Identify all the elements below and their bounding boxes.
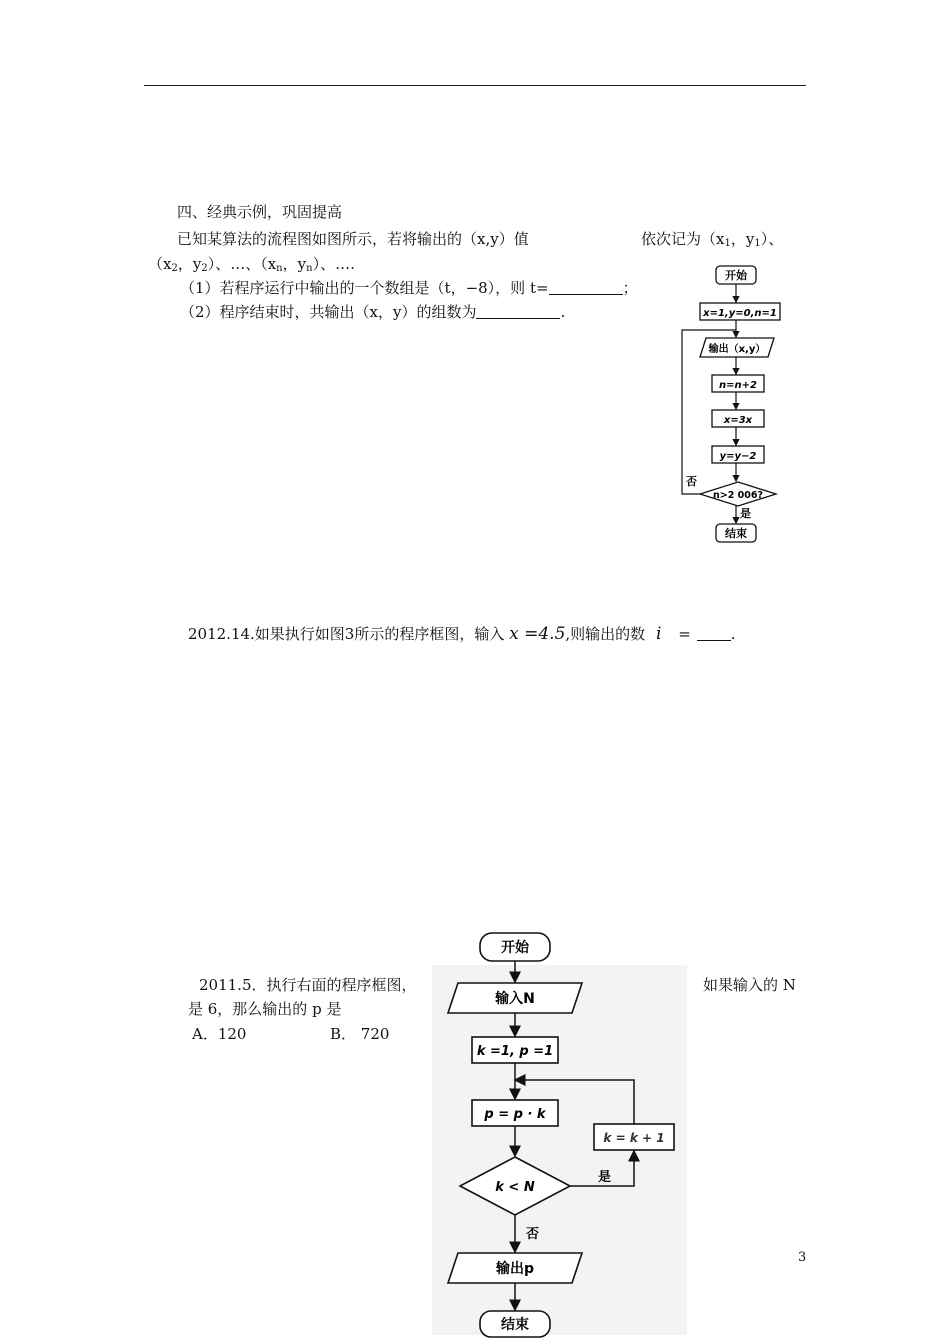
answer-blank-1[interactable] — [549, 280, 623, 295]
question-2011-line1-right: 如果输入的 N — [703, 976, 796, 994]
problem-line-2: （x2，y2）、…、（xn，yn）、…. — [148, 255, 355, 274]
problem-line-1b: 依次记为（x1，y1）、 — [641, 230, 784, 249]
fc1-x-label: x=3x — [723, 415, 753, 426]
fc2-k-label: k = k + 1 — [603, 1131, 665, 1145]
fc2-input-label: 输入N — [495, 991, 535, 1007]
fc1-y-label: y=y−2 — [719, 451, 757, 462]
fc1-output-label: 输出（x,y） — [708, 344, 766, 355]
header-rule — [144, 85, 806, 86]
fc1-cond-label: n>2 006? — [713, 490, 763, 501]
question-2: （2）程序结束时，共输出（x，y）的组数为 . — [180, 303, 566, 321]
fc1-init-label: x=1,y=0,n=1 — [703, 308, 777, 319]
fc2-yes-label: 是 — [598, 1170, 612, 1185]
page-number: 3 — [798, 1250, 807, 1265]
fc2-p-label: p = p · k — [484, 1107, 546, 1122]
sub-1b: 1 — [754, 238, 761, 249]
question-1: （1）若程序运行中输出的一个数组是（t，−8），则 t= ； — [180, 279, 638, 297]
fc2-init-label: k =1, p =1 — [476, 1044, 554, 1059]
fc2-cond-label: k < N — [495, 1180, 535, 1195]
fc2-start-label: 开始 — [501, 940, 529, 956]
problem-line-1a: 已知某算法的流程图如图所示，若将输出的（x,y）值 — [177, 230, 529, 248]
fc1-start-label: 开始 — [725, 269, 747, 282]
fc2-output-label: 输出p — [495, 1261, 535, 1277]
question-2011-line1: 2011.5．执行右面的程序框图， — [199, 976, 417, 994]
question-2011-line2: 是 6，那么输出的 p 是 — [188, 1000, 342, 1018]
sub-2b: 2 — [201, 263, 208, 274]
flowchart-1 — [670, 258, 800, 550]
fc1-no-label: 否 — [686, 475, 697, 488]
option-b[interactable]: B． 720 — [330, 1025, 390, 1043]
fc1-n-label: n=n+2 — [719, 380, 757, 391]
sub-nb: n — [306, 263, 313, 274]
answer-blank-2[interactable] — [476, 304, 560, 319]
answer-blank-3[interactable] — [697, 626, 731, 641]
question-2012: 2012.14.如果执行如图3所示的程序框图，输入 x =4.5,则输出的数 i = . — [188, 624, 736, 644]
x-expression: x =4.5 — [509, 624, 566, 644]
i-variable: i — [655, 624, 662, 644]
fc1-end-label: 结束 — [725, 527, 747, 540]
flowchart-2 — [432, 925, 692, 1340]
option-a[interactable]: A．120 — [192, 1025, 247, 1043]
section-heading: 四、经典示例，巩固提高 — [177, 203, 343, 221]
fc1-yes-label: 是 — [740, 507, 751, 520]
fc2-no-label: 否 — [526, 1227, 540, 1242]
fc2-end-label: 结束 — [501, 1317, 529, 1333]
